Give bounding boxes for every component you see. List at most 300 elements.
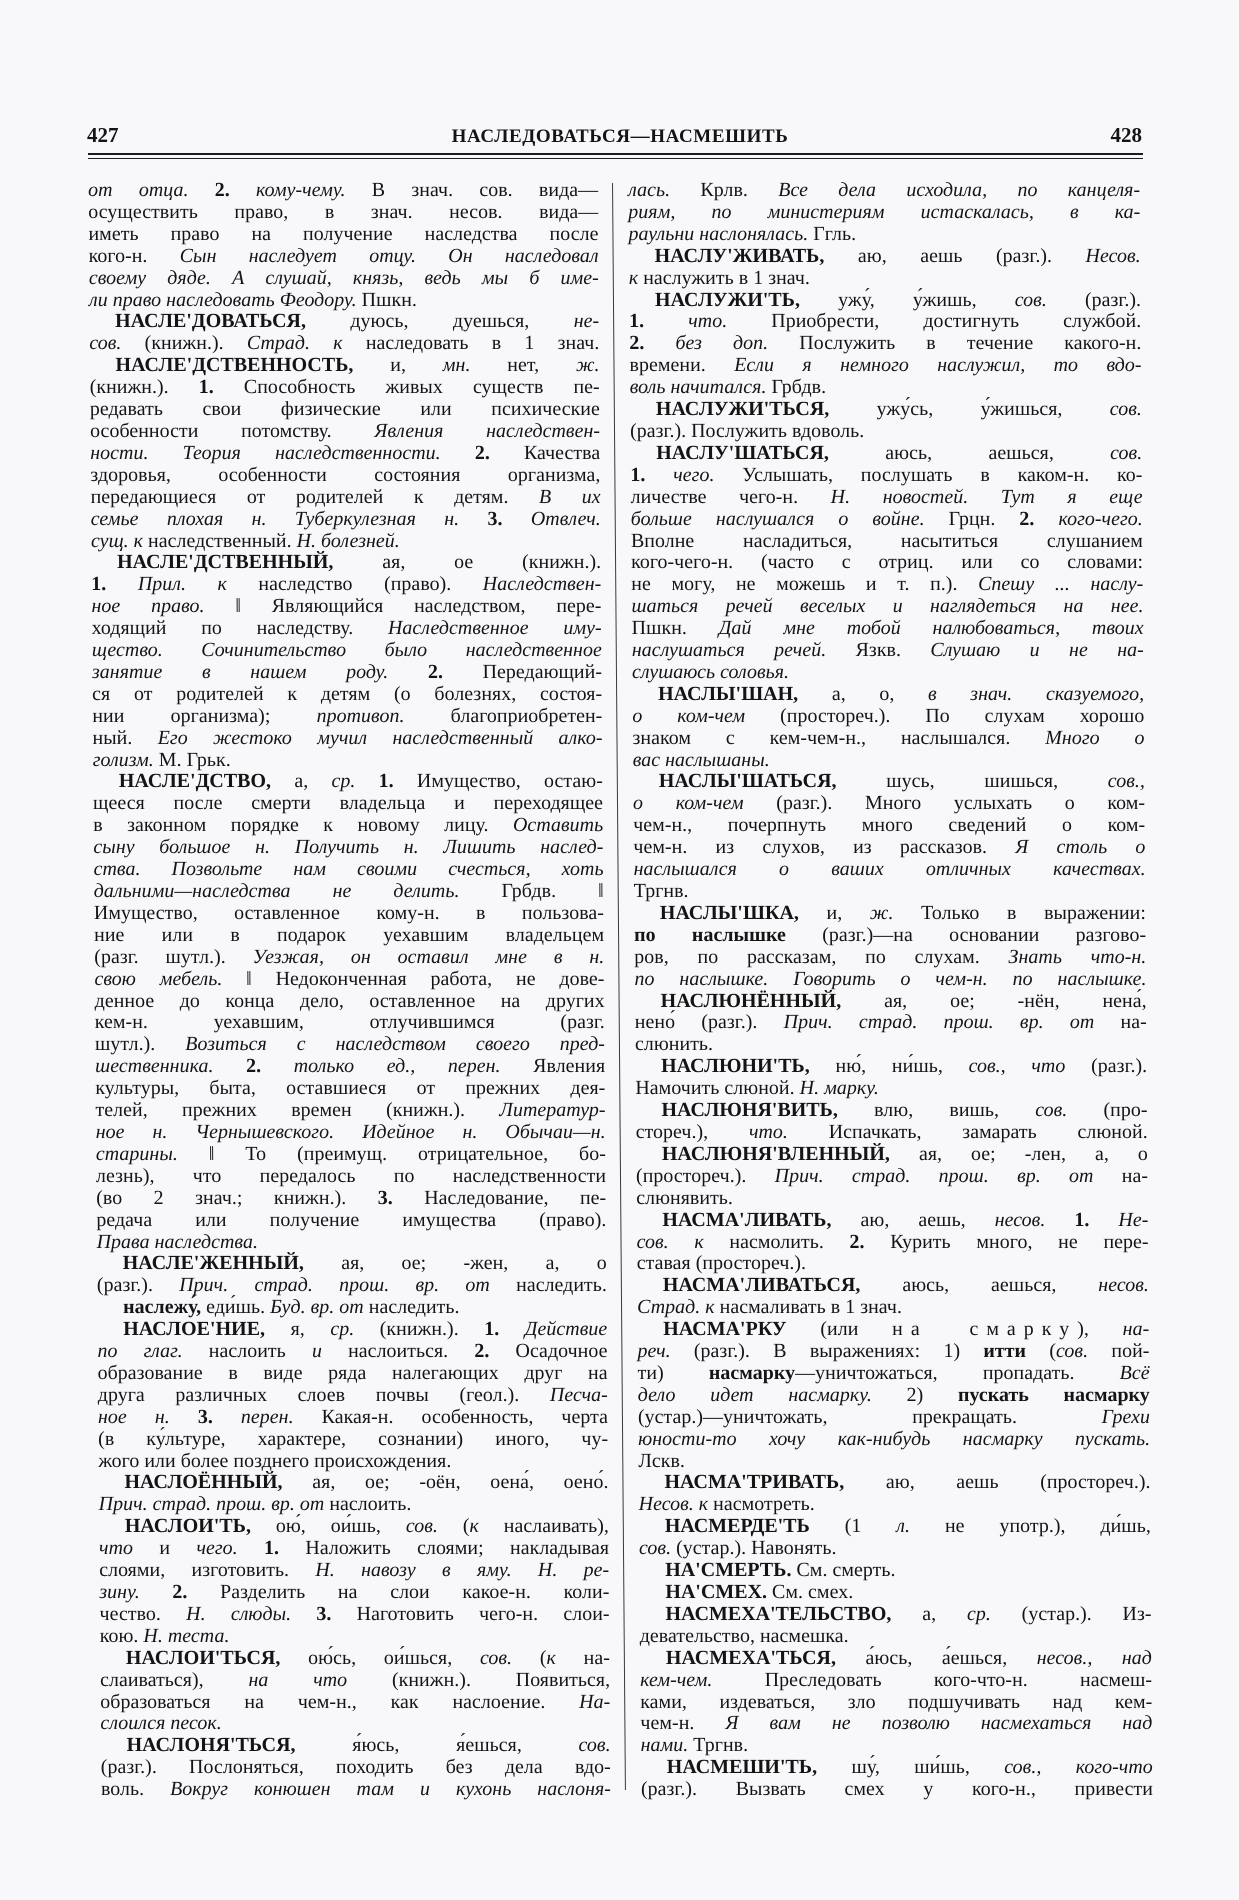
- text: (простореч.). По слухам хорошо: [779, 704, 1145, 727]
- headword: НАСЛЮНИ'ТЬ,: [661, 1055, 836, 1078]
- dictionary-line: [88, 180, 598, 202]
- text: насмолить.: [729, 1230, 850, 1253]
- dictionary-line: [100, 1626, 610, 1648]
- italic-text: о ком-чем: [632, 704, 781, 727]
- bold-text: 2.: [849, 1230, 891, 1253]
- dictionary-line: [635, 1012, 1147, 1034]
- headword: НАСМЕХА'ТЕЛЬСТВО,: [665, 1602, 923, 1625]
- text: ая, ое; -нён, нена́,: [883, 989, 1147, 1012]
- dictionary-line: [101, 1779, 611, 1801]
- text: Курить много, не пере-: [890, 1230, 1149, 1253]
- italic-text: Права наследства.: [96, 1230, 258, 1253]
- text: шусь, шишься,: [886, 770, 1108, 793]
- text: наслоить.: [329, 1493, 412, 1516]
- dictionary-line: [93, 815, 603, 837]
- text: наслаивать),: [503, 1515, 609, 1538]
- dictionary-line: [99, 1494, 609, 1516]
- text: (книжн.).: [379, 1318, 485, 1341]
- text: ою́сь, ои́шься,: [308, 1646, 481, 1669]
- italic-text: сов.: [89, 332, 145, 355]
- dictionary-line: [94, 969, 604, 991]
- entry-first-line: [97, 1297, 607, 1319]
- dictionary-line: [90, 443, 600, 465]
- italic-text: сов.: [1035, 1099, 1104, 1122]
- dictionary-line: [634, 925, 1146, 947]
- italic-text: Дай мне тобой налюбоваться, твоих: [718, 617, 1144, 640]
- italic-text: Не-: [1118, 1208, 1149, 1231]
- headword: НАСЛЮНЯ'ВИТЬ,: [661, 1099, 875, 1122]
- text: иметь право на получение наследства после: [88, 222, 599, 245]
- bold-text: 2.: [474, 1340, 516, 1363]
- dictionary-line: [90, 465, 600, 487]
- text: щееся после смерти владельца и переходящее: [92, 792, 604, 815]
- text: ставая (простореч.).: [636, 1252, 807, 1275]
- dictionary-line: [633, 793, 1145, 815]
- headword: НАСЛЫ'ШКА,: [659, 901, 827, 924]
- italic-text: Я вам не позволю насмехаться над: [725, 1712, 1153, 1735]
- text: ужу́сь, у́жишься,: [876, 398, 1110, 421]
- text: Наследование, пе-: [424, 1186, 607, 1209]
- text: Услышать, послушать в каком-н. ко-: [742, 463, 1143, 486]
- italic-text: Прил. к: [137, 573, 259, 596]
- italic-text: Наследствен-: [482, 573, 602, 596]
- text: Ггль.: [813, 222, 857, 245]
- dictionary-line: [99, 1560, 609, 1582]
- text: (в ку́льтуре, характере, сознании) иного, чу-: [98, 1427, 609, 1450]
- entry-first-line: [639, 1560, 1151, 1582]
- entry-first-line: [632, 684, 1144, 706]
- text: ая, ое; -лен, а, о: [918, 1142, 1148, 1165]
- italic-text: Литератур-: [499, 1099, 606, 1122]
- entry-first-line: [640, 1648, 1152, 1670]
- text: особенности потомству.: [89, 419, 375, 442]
- spaced-text: на смарку: [892, 1318, 1078, 1341]
- text: Приобрести, достигнуть службой.: [771, 310, 1142, 333]
- text: еди́шь.: [205, 1296, 271, 1319]
- dictionary-line: [92, 640, 602, 662]
- dictionary-line: [90, 377, 600, 399]
- text: (про-: [1103, 1099, 1148, 1122]
- italic-text: лась.: [627, 179, 701, 201]
- italic-text: ное н.: [97, 1405, 198, 1428]
- text: пой-: [1111, 1340, 1150, 1363]
- headword: наслежу́,: [122, 1296, 207, 1319]
- italic-text: воль начитался.: [629, 376, 772, 399]
- italic-text: Прич. страд. прош. вр. от: [783, 1011, 1121, 1034]
- italic-text: Прич. страд. прош. вр. от: [774, 1164, 1122, 1187]
- text: слоями, изготовить.: [99, 1559, 316, 1582]
- bold-text: 3.: [197, 1405, 241, 1428]
- text: (1: [844, 1515, 897, 1538]
- text: ‖ Являющийся наследством, пере-: [235, 595, 602, 618]
- dictionary-line: [96, 1232, 606, 1254]
- text: Пшкн.: [631, 617, 719, 640]
- headword: НАСЛЕ'ДСТВЕННЫЙ,: [116, 551, 383, 574]
- dictionary-line: [634, 881, 1146, 903]
- italic-text: Слушаю и не на-: [930, 639, 1144, 662]
- italic-text: юности-то хочу как-нибудь насмарку пускать.: [638, 1427, 1151, 1450]
- dictionary-line: [90, 399, 600, 421]
- italic-text: Все дела исходила, по канцеля-: [778, 179, 1141, 201]
- text: Наготовить чего-н. слои-: [356, 1602, 610, 1625]
- entry-first-line: [97, 1253, 607, 1275]
- headword: НАСЛУ'ШАТЬСЯ,: [656, 441, 886, 464]
- dictionary-line: [632, 662, 1144, 684]
- text: воль.: [100, 1778, 171, 1801]
- dictionary-line: [637, 1253, 1149, 1275]
- italic-text: реч.: [637, 1340, 694, 1363]
- text: Преследовать кого-что-н. насмеш-: [764, 1668, 1153, 1691]
- page-number-left: 427: [87, 123, 119, 147]
- text: (разг.)—на основании разгово-: [822, 923, 1147, 946]
- italic-text: Оставить: [512, 814, 604, 837]
- dictionary-line: [92, 684, 602, 706]
- text: я́юсь, я́ешься,: [352, 1734, 579, 1757]
- dictionary-line: [91, 574, 601, 596]
- italic-text: шественника.: [95, 1055, 247, 1078]
- text: жого или более позднего происхождения.: [98, 1449, 452, 1472]
- italic-text: перен.: [240, 1405, 322, 1428]
- text: насмотреть.: [713, 1493, 815, 1516]
- dictionary-line: [97, 1363, 607, 1385]
- bold-text: пускать насмарку: [957, 1383, 1150, 1406]
- dictionary-line: [638, 1451, 1150, 1473]
- dictionary-line: [90, 487, 600, 509]
- text: и,: [826, 901, 870, 924]
- text: (устар.). Из-: [1021, 1602, 1152, 1625]
- text: на-: [1121, 1164, 1149, 1187]
- italic-text: и: [311, 1340, 349, 1363]
- dictionary-line: [633, 815, 1145, 837]
- text: аюсь, аешься,: [902, 1274, 1099, 1297]
- italic-text: без доп.: [675, 332, 800, 355]
- bold-text: 1.: [91, 573, 138, 596]
- dictionary-line: [636, 1188, 1148, 1210]
- dictionary-line: [95, 1034, 605, 1056]
- page-number-right: 428: [1110, 123, 1142, 147]
- entry-first-line: [641, 1757, 1153, 1779]
- italic-text: сов.: [405, 1515, 463, 1538]
- text: культуры, быта, оставшиеся от прежних дея-: [95, 1077, 606, 1100]
- dictionary-line: [629, 333, 1141, 355]
- entry-first-line: [639, 1582, 1151, 1604]
- italic-text: сов. к: [636, 1230, 730, 1253]
- text: ая, ое; -оён, оена́, оено́.: [312, 1471, 609, 1494]
- text: кого-н.: [88, 244, 180, 267]
- italic-text: риям, по министериям истаскалась, в ка-: [628, 200, 1141, 223]
- entry-first-line: [629, 246, 1141, 268]
- italic-text: только ед., перен.: [293, 1055, 534, 1078]
- dictionary-line: [89, 290, 599, 312]
- text: (: [462, 1515, 470, 1538]
- text: (книжн.). Появиться,: [391, 1668, 611, 1691]
- italic-text: сов.: [638, 1537, 677, 1560]
- headword: НАСЛЕ'ДСТВО,: [118, 770, 295, 793]
- text: Лскв.: [638, 1449, 685, 1472]
- dictionary-line: [630, 465, 1142, 487]
- italic-text: в знач. сказуемого,: [927, 682, 1145, 705]
- left-column: [88, 180, 611, 1801]
- headword: НА'СМЕХ.: [665, 1581, 773, 1603]
- dictionary-line: [630, 421, 1142, 443]
- italic-text: что.: [748, 1120, 829, 1143]
- entry-first-line: [100, 1648, 610, 1670]
- text: шутл.).: [94, 1033, 186, 1056]
- italic-text: семье плохая н. Туберкулезная н.: [90, 507, 488, 530]
- italic-text: чего.: [196, 1537, 265, 1560]
- dictionary-line: [94, 947, 604, 969]
- dictionary-line: [100, 1692, 610, 1714]
- text: я,: [290, 1318, 331, 1341]
- headword: НАСМЕШИ'ТЬ,: [666, 1756, 852, 1779]
- entry-first-line: [634, 903, 1146, 925]
- text: кого-чего-н. (часто с отриц. или со словами:: [630, 551, 1144, 574]
- text: наследовать в 1 знач.: [365, 332, 600, 355]
- text: слюнить.: [634, 1033, 714, 1056]
- text: наслоиться.: [347, 1340, 475, 1363]
- italic-text: Знать что-н.: [1008, 945, 1147, 968]
- text: Осадочное: [515, 1340, 608, 1363]
- dictionary-line: [640, 1735, 1152, 1757]
- text: дуюсь, дуешься,: [350, 310, 574, 333]
- text: знаком с кем-чем-н., наслышался.: [632, 726, 1046, 749]
- italic-text: по глаг.: [97, 1340, 209, 1363]
- dictionary-line: [94, 925, 604, 947]
- entry-first-line: [639, 1516, 1151, 1538]
- text: друга различных слоев почвы (геол.).: [97, 1383, 550, 1406]
- italic-text: свою мебель.: [94, 967, 247, 990]
- text: Послужить в течение какого-н.: [799, 332, 1142, 355]
- dictionary-line: [101, 1757, 611, 1779]
- entry-first-line: [633, 771, 1145, 793]
- text: на-: [1120, 1011, 1147, 1034]
- text: денное до конца дело, оставленное на других: [94, 989, 605, 1012]
- text: стореч.),: [635, 1120, 749, 1143]
- entry-first-line: [636, 1144, 1148, 1166]
- right-column: [628, 180, 1153, 1801]
- italic-text: Н. слюды.: [186, 1602, 317, 1625]
- text: (книжн.).: [89, 376, 199, 399]
- italic-text: Наследственное иму-: [387, 617, 602, 640]
- bold-text: 1.: [630, 463, 674, 486]
- headword: НАСЛУЖИ'ТЬ,: [654, 288, 839, 311]
- dictionary-line: [628, 224, 1140, 246]
- dictionary-line: [636, 1166, 1148, 1188]
- italic-text: что.: [688, 310, 772, 333]
- text: чем-н. из слухов, из рассказов.: [633, 836, 1016, 859]
- bold-text: 3.: [316, 1602, 357, 1625]
- italic-text: своему дяде. А слушай, князь, ведь мы б име-: [88, 266, 599, 289]
- italic-text: Его жестоко мучил наследственный алко-: [157, 726, 603, 749]
- text: образование в виде ряда налегающих друг на: [97, 1361, 608, 1384]
- text: лезнь), что передалось по наследственности: [95, 1164, 607, 1187]
- entry-first-line: [89, 311, 599, 333]
- dictionary-line: [636, 1122, 1148, 1144]
- dictionary-line: [92, 728, 602, 750]
- bold-text: 2.: [214, 179, 257, 201]
- italic-text: Я столь о: [1015, 836, 1146, 859]
- text: (разг.). В выражениях: 1): [693, 1340, 984, 1363]
- dictionary-line: [100, 1713, 610, 1735]
- entry-first-line: [91, 552, 601, 574]
- bold-text: 3.: [487, 507, 531, 530]
- text: (разг.). Послужить вдоволь.: [629, 419, 865, 442]
- dictionary-line: [89, 246, 599, 268]
- dictionary-line: [89, 268, 599, 290]
- headword: НАСЛОИ'ТЬ,: [124, 1515, 276, 1538]
- dictionary-line: [640, 1692, 1152, 1714]
- italic-text: больше наслушался о войне.: [630, 507, 949, 530]
- dictionary-line: [638, 1429, 1150, 1451]
- dictionary-line: [93, 837, 603, 859]
- dictionary-line: [97, 1275, 607, 1297]
- dictionary-line: [628, 202, 1140, 224]
- dictionary-line: [634, 947, 1146, 969]
- text: не могу, не можешь и т. п.).: [631, 573, 979, 596]
- bold-text: 1.: [1074, 1208, 1119, 1231]
- dictionary-line: [635, 1078, 1147, 1100]
- text: Намочить слюной.: [635, 1077, 800, 1100]
- headword: НАСЛОЁННЫЙ,: [124, 1471, 313, 1494]
- italic-text: нами.: [640, 1734, 694, 1757]
- bold-text: 1.: [484, 1318, 525, 1341]
- italic-text: раульни наслонялась.: [628, 222, 814, 245]
- dictionary-line: [640, 1713, 1152, 1735]
- entry-first-line: [638, 1472, 1150, 1494]
- text: наследственный.: [147, 529, 297, 552]
- dictionary-line: [635, 1034, 1147, 1056]
- text: Качества: [523, 441, 601, 464]
- bold-text: 3.: [377, 1186, 425, 1209]
- text: (или: [820, 1318, 893, 1341]
- dictionary-line: [636, 1232, 1148, 1254]
- text: а, о,: [831, 682, 929, 705]
- dictionary-line: [634, 969, 1146, 991]
- dictionary-line: [631, 552, 1143, 574]
- dictionary-line: [640, 1626, 1152, 1648]
- text: чем-н., почерпнуть много сведений о ком-: [633, 814, 1146, 837]
- dictionary-line: [93, 750, 603, 772]
- entry-first-line: [100, 1735, 610, 1757]
- italic-text: сущ. к: [90, 529, 149, 552]
- italic-text: Н. новостей. Тут я еще: [830, 485, 1143, 508]
- entry-first-line: [637, 1319, 1149, 1341]
- dictionary-line: [99, 1582, 609, 1604]
- text: (устар.)—уничтожать, прекращать.: [637, 1405, 1102, 1428]
- headword: НАСМА'ЛИВАТЬ,: [662, 1208, 861, 1231]
- italic-text: противоп.: [316, 704, 451, 727]
- dictionary-line: [628, 180, 1140, 202]
- italic-text: сов.: [578, 1734, 611, 1757]
- text: Явления: [533, 1055, 606, 1078]
- bold-text: 1.: [263, 1537, 306, 1560]
- text: нии организма);: [92, 704, 317, 727]
- italic-text: к: [628, 266, 644, 289]
- italic-text: ср.: [330, 1318, 380, 1341]
- text: ние или в подарок уехавшим владельцем: [93, 923, 605, 946]
- bold-text: 2.: [172, 1581, 221, 1603]
- italic-text: голизм.: [92, 748, 159, 771]
- text: (разг.).: [1090, 1055, 1148, 1078]
- italic-text: Страд. к: [246, 332, 366, 355]
- dictionary-line: [638, 1407, 1150, 1429]
- bold-text: итти: [983, 1340, 1050, 1363]
- text: на-: [583, 1646, 610, 1669]
- italic-text: Спешу ... наслу-: [977, 573, 1144, 596]
- text: а,: [922, 1602, 967, 1625]
- italic-text: Несов. к: [638, 1493, 714, 1516]
- text: Имущество, оставленное кому-н. в пользова-: [93, 901, 604, 924]
- text: слюнявить.: [636, 1186, 733, 1209]
- text: (книжн.).: [144, 332, 247, 355]
- text: аю, аешь (разг.).: [857, 244, 1086, 267]
- text: (во 2 знач.; книжн.).: [96, 1186, 378, 1209]
- text: Передающий-: [482, 660, 603, 683]
- text: Крлв.: [700, 179, 779, 201]
- text: ный.: [92, 726, 158, 749]
- entry-first-line: [97, 1319, 607, 1341]
- headword: НАСЛЕ'ДСТВЕННОСТЬ,: [115, 354, 391, 377]
- italic-text: Грехи: [1101, 1405, 1151, 1428]
- italic-text: наслышался о ваших отличных качествах.: [633, 858, 1146, 881]
- entry-first-line: [637, 1275, 1149, 1297]
- italic-text: на-: [1122, 1318, 1150, 1341]
- italic-text: чего.: [673, 463, 743, 486]
- dictionary-line: [97, 1341, 607, 1363]
- dictionary-line: [640, 1670, 1152, 1692]
- italic-text: сов.: [1109, 398, 1142, 421]
- text: здоровья, особенности состояния организма,: [90, 463, 601, 486]
- text: Разделить на слои какое-н. коли-: [219, 1581, 610, 1603]
- italic-text: по наслышке. Говорить о чем-н. по наслышке.: [634, 967, 1147, 990]
- italic-text: дальними—наследства не делить.: [93, 880, 502, 902]
- text: Грцн.: [948, 507, 1020, 530]
- bold-text: 2.: [427, 660, 483, 683]
- italic-text: Страд. к: [636, 1296, 720, 1319]
- dictionary-line: [629, 268, 1141, 290]
- text: (простореч.).: [635, 1164, 775, 1187]
- text: (разг.). Вызвать смех у кого-н., привести: [640, 1778, 1154, 1801]
- dictionary-line: [88, 202, 598, 224]
- dictionary-line: [629, 311, 1141, 333]
- italic-text: кого-чего.: [1058, 507, 1143, 530]
- dictionary-line: [632, 728, 1144, 750]
- text: ‖ Недоконченная работа, не дове-: [246, 967, 605, 990]
- headword: НАСЛОНЯ'ТЬСЯ,: [126, 1734, 353, 1757]
- dictionary-line: [630, 487, 1142, 509]
- entry-first-line: [630, 399, 1142, 421]
- dictionary-line: [93, 793, 603, 815]
- column-divider: [612, 183, 626, 1790]
- text: кою.: [99, 1624, 144, 1647]
- bold-text: 2.: [1019, 507, 1059, 530]
- text: девательство, насмешка.: [639, 1624, 849, 1647]
- italic-text: Если я немного наслужил, то вдо-: [734, 354, 1142, 377]
- text: редача или получение имущества (право).: [96, 1208, 607, 1231]
- italic-text: Прич. страд. прош. вр. от: [98, 1493, 330, 1516]
- text: Наложить слоями; накладывая: [305, 1537, 610, 1560]
- text: См. смех.: [771, 1581, 854, 1603]
- text: ходящий по наследству.: [91, 617, 389, 640]
- dictionary-line: [633, 859, 1145, 881]
- entry-first-line: [635, 991, 1147, 1013]
- text: наслужить в 1 знач.: [643, 266, 810, 289]
- running-head-title: НАСЛЕДОВАТЬСЯ—НАСМЕШИТЬ: [451, 126, 789, 147]
- dictionary-line: [91, 509, 601, 531]
- text: ти): [637, 1361, 709, 1384]
- text: влю, вишь,: [873, 1099, 1036, 1122]
- dictionary-line: [637, 1341, 1149, 1363]
